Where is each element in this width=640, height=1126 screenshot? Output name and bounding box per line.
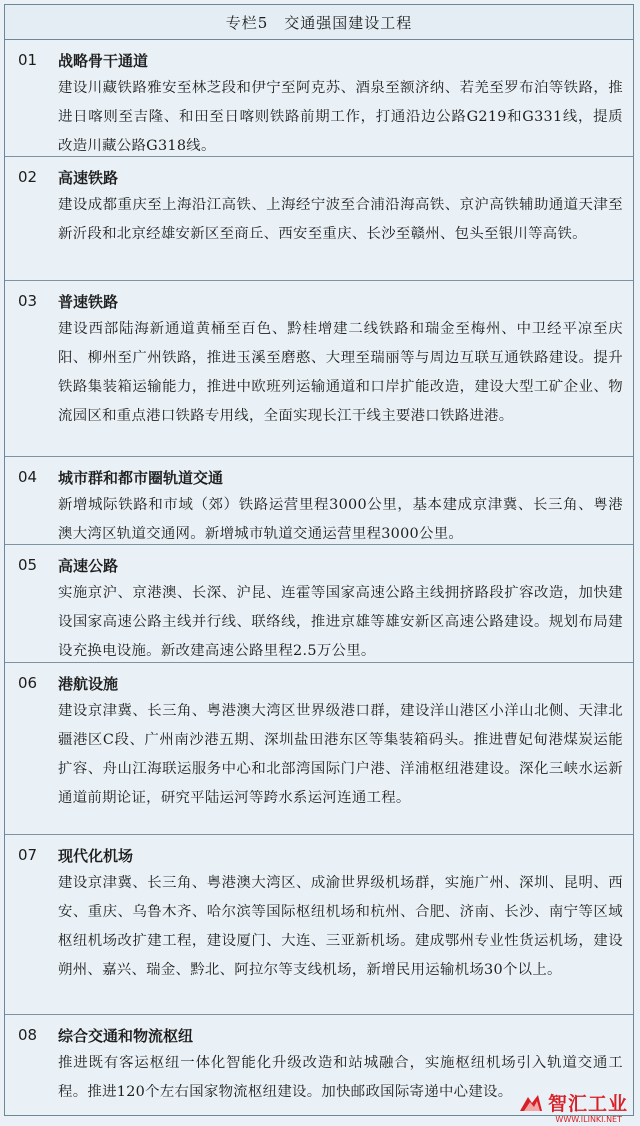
column-box: [4, 4, 634, 1116]
section-04: [5, 457, 633, 545]
section-text: 建设川藏铁路雅安至林芝段和伊宁至阿克苏、酒泉至额济纳、若羌至罗布泊等铁路，推进日喀则至吉隆、和田至日喀则铁路前期工作，打通沿边公路G219和G331线，提质改造川藏公路G318线。: [58, 80, 623, 154]
section-text: 实施京沪、京港澳、长深、沪昆、连霍等国家高速公路主线拥挤路段扩容改造，加快建设国家高速公路主线并行线、联络线，推进京雄等雄安新区高速公路建设。规划布局建设充换电设施。新改建高速公路里程2.5万公里。: [58, 585, 623, 659]
watermark-url: WWW.ILINKI.NET: [555, 1115, 622, 1124]
section-number: 05: [18, 556, 38, 574]
section-07: [5, 835, 633, 1015]
watermark-logo-icon: [518, 1093, 544, 1113]
section-title: 港航设施: [58, 674, 119, 693]
section-number: 07: [18, 846, 38, 864]
section-title: 高速铁路: [58, 168, 119, 187]
watermark-text: 智汇工业: [547, 1093, 628, 1115]
section-text: 建设成都重庆至上海沿江高铁、上海经宁波至合浦沿海高铁、京沪高铁辅助通道天津至新沂段和北京经雄安新区至商丘、西安至重庆、长沙至赣州、包头至银川等高铁。: [58, 197, 623, 242]
section-text: 新增城际铁路和市域（郊）铁路运营里程3000公里，基本建成京津冀、长三角、粤港澳大湾区轨道交通网。新增城市轨道交通运营里程3000公里。: [58, 497, 623, 542]
section-text: 推进既有客运枢纽一体化智能化升级改造和站城融合，实施枢纽机场引入轨道交通工程。推进120个左右国家物流枢纽建设。加快邮政国际寄递中心建设。: [58, 1055, 623, 1100]
section-text: 建设京津冀、长三角、粤港澳大湾区、成渝世界级机场群，实施广州、深圳、昆明、西安、重庆、乌鲁木齐、哈尔滨等国际枢纽机场和杭州、合肥、济南、长沙、南宁等区域枢纽机场改扩建工程，建设厦门、大连、三亚新机场。建成鄂州专业性货运机场，建设朔州、嘉兴、瑞金、黔北、阿拉尔等支线机场，新增民用运输机场30个以上。: [58, 875, 623, 978]
watermark: [518, 1089, 628, 1124]
column-heading: 交通强国建设工程: [284, 13, 413, 32]
section-06: [5, 663, 633, 835]
section-number: 02: [18, 168, 38, 186]
section-text: 建设京津冀、长三角、粤港澳大湾区世界级港口群，建设洋山港区小洋山北侧、天津北疆港区C段、广州南沙港五期、深圳盐田港东区等集装箱码头。推进曹妃甸港煤炭运能扩容、舟山江海联运服务中心和北部湾国际门户港、洋浦枢纽港建设。深化三峡水运新通道前期论证，研究平陆运河等跨水系运河连通工程。: [58, 703, 623, 806]
section-02: [5, 157, 633, 281]
section-03: [5, 281, 633, 457]
section-01: [5, 40, 633, 157]
section-number: 04: [18, 468, 38, 486]
section-number: 08: [18, 1026, 38, 1044]
section-text: 建设西部陆海新通道黄桶至百色、黔桂增建二线铁路和瑞金至梅州、中卫经平凉至庆阳、柳州至广州铁路，推进玉溪至磨憨、大理至瑞丽等与周边互联互通铁路建设。提升铁路集装箱运输能力，推进中欧班列运输通道和口岸扩能改造，建设大型工矿企业、物流园区和重点港口铁路专用线，全面实现长江干线主要港口铁路进港。: [58, 321, 623, 424]
section-number: 01: [18, 51, 38, 69]
section-title: 普速铁路: [58, 292, 119, 311]
section-number: 03: [18, 292, 38, 310]
section-05: [5, 545, 633, 663]
section-title: 现代化机场: [58, 846, 134, 865]
section-number: 06: [18, 674, 38, 692]
section-title: 城市群和都市圈轨道交通: [58, 468, 224, 487]
column-title: [5, 5, 633, 40]
column-number: 专栏5: [225, 13, 269, 32]
section-title: 综合交通和物流枢纽: [58, 1026, 194, 1045]
section-title: 高速公路: [58, 556, 119, 575]
section-title: 战略骨干通道: [58, 51, 149, 70]
